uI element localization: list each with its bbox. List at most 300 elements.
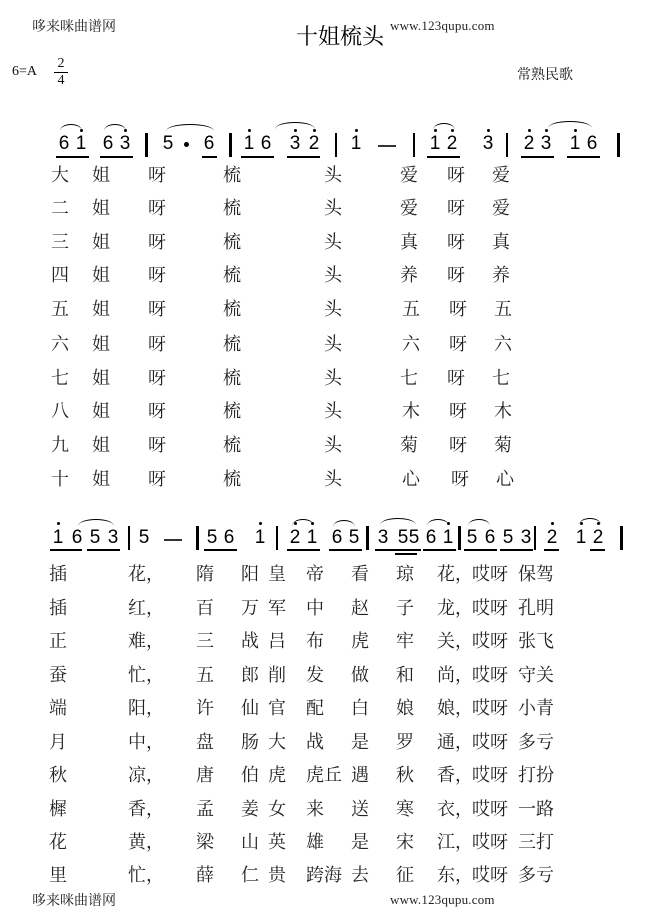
lyric: 三	[196, 631, 214, 652]
song-origin: 常熟民歌	[517, 67, 573, 83]
lyric: 爱	[492, 165, 510, 186]
note: 6	[71, 527, 83, 548]
note: 5	[206, 527, 218, 548]
lyric: 头	[324, 368, 342, 389]
key-signature: 6=A	[12, 64, 38, 79]
note: 5	[138, 527, 150, 548]
lyric: 哎呀	[472, 698, 508, 719]
lyric: 哎呀	[472, 865, 508, 886]
bar-line	[617, 133, 620, 157]
note: 6	[223, 527, 235, 548]
lyric: 端	[49, 698, 67, 719]
lyric: 插	[49, 598, 67, 619]
lyric: 心	[496, 469, 514, 490]
octave-dot	[545, 129, 548, 132]
lyric: 黄，	[128, 832, 164, 853]
lyric: 香，	[437, 765, 473, 786]
lyric: 呀	[449, 299, 467, 320]
lyric: 万	[241, 598, 259, 619]
lyric: 菊	[400, 435, 418, 456]
lyric: 梁	[196, 832, 214, 853]
lyric: 东，	[437, 865, 473, 886]
lyric: 英	[268, 832, 286, 853]
slur	[380, 518, 416, 525]
lyric: 孔明	[518, 598, 554, 619]
lyric: 军	[268, 598, 286, 619]
note: 1	[442, 527, 454, 548]
lyric: 一路	[518, 799, 554, 820]
lyric: 跨海	[306, 865, 342, 886]
lyric: 赵	[351, 598, 369, 619]
note: 6	[58, 133, 70, 154]
lyric: 盘	[196, 732, 214, 753]
lyric: 送	[351, 799, 369, 820]
bar-line	[534, 526, 536, 550]
slur	[427, 519, 449, 526]
lyric: 七	[51, 368, 69, 389]
lyric: 哎呀	[472, 598, 508, 619]
lyric: 八	[51, 401, 69, 422]
lyric: 养	[492, 265, 510, 286]
lyric: 牢	[396, 631, 414, 652]
note: 2	[523, 133, 535, 154]
lyric: 梳	[223, 469, 241, 490]
lyric: 通，	[437, 732, 473, 753]
lyric: 头	[324, 232, 342, 253]
lyric: 秋	[49, 765, 67, 786]
beam	[204, 549, 237, 551]
lyric: 心	[402, 469, 420, 490]
lyric: 二	[51, 198, 69, 219]
lyric: 花，	[128, 564, 164, 585]
note: 3	[289, 133, 301, 154]
lyric: 多亏	[518, 732, 554, 753]
augmentation-dot	[184, 142, 189, 147]
lyric: 山	[241, 832, 259, 853]
lyric: 是	[351, 832, 369, 853]
lyric: 大	[268, 732, 286, 753]
lyric: 头	[324, 401, 342, 422]
lyric: 哎呀	[472, 732, 508, 753]
lyric: 三打	[518, 832, 554, 853]
lyric: 中，	[128, 732, 164, 753]
bar-line	[366, 526, 369, 550]
beam	[50, 549, 82, 551]
lyric: 薛	[196, 865, 214, 886]
lyric: 衣，	[437, 799, 473, 820]
time-signature-top: 2	[57, 56, 65, 71]
lyric: 菊	[494, 435, 512, 456]
note: 1	[243, 133, 255, 154]
lyric: 真	[492, 232, 510, 253]
site-url-footer[interactable]: www.123qupu.com	[390, 892, 495, 907]
beam	[567, 156, 600, 158]
lyric: 姐	[92, 198, 110, 219]
lyric: 贵	[268, 865, 286, 886]
bar-line	[413, 133, 415, 157]
lyric: 头	[324, 334, 342, 355]
lyric: 梳	[223, 368, 241, 389]
lyric: 女	[268, 799, 286, 820]
note: 5	[502, 527, 514, 548]
lyric: 仙	[241, 698, 259, 719]
lyric: 白	[351, 698, 369, 719]
lyric: 虎	[351, 631, 369, 652]
lyric: 百	[196, 598, 214, 619]
lyric: 宋	[396, 832, 414, 853]
lyric: 虎丘	[306, 765, 342, 786]
lyric: 官	[268, 698, 286, 719]
lyric: 保驾	[518, 564, 554, 585]
bar-line	[229, 133, 232, 157]
lyric: 哎呀	[472, 631, 508, 652]
lyric: 肠	[241, 732, 259, 753]
beam	[287, 549, 320, 551]
lyric: 哎呀	[472, 832, 508, 853]
beam	[500, 549, 533, 551]
slur	[78, 519, 114, 526]
lyric: 梳	[223, 401, 241, 422]
lyric: 秋	[396, 765, 414, 786]
lyric: 姐	[92, 469, 110, 490]
lyric: 梳	[223, 165, 241, 186]
lyric: 五	[494, 299, 512, 320]
lyric: 呀	[148, 401, 166, 422]
bar-line	[128, 526, 130, 550]
lyric: 五	[51, 299, 69, 320]
lyric: 七	[400, 368, 418, 389]
beam	[202, 156, 217, 158]
lyric: 娘，	[437, 698, 473, 719]
lyric: 尚，	[437, 665, 473, 686]
beam	[464, 549, 497, 551]
song-title: 十姐梳头	[296, 25, 385, 50]
lyric: 阳	[241, 564, 259, 585]
lyric: 大	[51, 165, 69, 186]
lyric: 征	[396, 865, 414, 886]
lyric: 虎	[268, 765, 286, 786]
note: 1	[429, 133, 441, 154]
lyric: 呀	[148, 469, 166, 490]
lyric: 香，	[128, 799, 164, 820]
note: 1	[575, 527, 587, 548]
slur	[60, 124, 82, 131]
beam	[544, 549, 559, 551]
lyric: 许	[196, 698, 214, 719]
lyric: 吕	[268, 631, 286, 652]
lyric: 六	[402, 334, 420, 355]
note: 6	[260, 133, 272, 154]
note: 3	[482, 133, 494, 154]
lyric: 凉，	[128, 765, 164, 786]
lyric: 寒	[396, 799, 414, 820]
lyric: 多亏	[518, 865, 554, 886]
beam	[329, 549, 362, 551]
time-signature-bottom: 4	[57, 73, 65, 88]
bar-line	[620, 526, 623, 550]
lyric: 头	[324, 469, 342, 490]
lyric: 木	[494, 401, 512, 422]
lyric: 忙，	[128, 865, 164, 886]
note: 6	[586, 133, 598, 154]
lyric: 龙，	[437, 598, 473, 619]
lyric: 郎	[241, 665, 259, 686]
note: 5	[408, 527, 420, 548]
bar-line	[506, 133, 508, 157]
sustain-dash	[378, 145, 396, 147]
lyric: 四	[51, 265, 69, 286]
note: 2	[289, 527, 301, 548]
note: 3	[520, 527, 532, 548]
site-url-header[interactable]: www.123qupu.com	[390, 18, 495, 33]
lyric: 呀	[148, 265, 166, 286]
slur	[104, 124, 126, 131]
lyric: 头	[324, 299, 342, 320]
lyric: 里	[49, 865, 67, 886]
lyric: 头	[324, 435, 342, 456]
slur	[579, 518, 601, 525]
lyric: 梳	[223, 334, 241, 355]
lyric: 姜	[241, 799, 259, 820]
lyric: 姐	[92, 368, 110, 389]
lyric: 花，	[437, 564, 473, 585]
lyric: 姐	[92, 435, 110, 456]
slur	[548, 121, 592, 128]
lyric: 来	[306, 799, 324, 820]
note: 5	[466, 527, 478, 548]
lyric: 做	[351, 665, 369, 686]
lyric: 梳	[223, 265, 241, 286]
lyric: 呀	[449, 401, 467, 422]
lyric: 呀	[148, 165, 166, 186]
lyric: 削	[268, 665, 286, 686]
lyric: 插	[49, 564, 67, 585]
lyric: 姐	[92, 165, 110, 186]
lyric: 呀	[449, 435, 467, 456]
note: 3	[119, 133, 131, 154]
beam	[590, 549, 605, 551]
lyric: 中	[306, 598, 324, 619]
lyric: 战	[241, 631, 259, 652]
beam-double	[395, 553, 417, 555]
lyric: 隋	[196, 564, 214, 585]
lyric: 姐	[92, 265, 110, 286]
lyric: 哎呀	[472, 665, 508, 686]
lyric: 姐	[92, 334, 110, 355]
lyric: 呀	[148, 232, 166, 253]
lyric: 呀	[148, 435, 166, 456]
note: 6	[203, 133, 215, 154]
sustain-dash	[164, 539, 182, 541]
beam	[287, 156, 320, 158]
lyric: 梳	[223, 299, 241, 320]
lyric: 小青	[518, 698, 554, 719]
lyric: 七	[492, 368, 510, 389]
lyric: 忙，	[128, 665, 164, 686]
octave-dot	[294, 129, 297, 132]
note: 5	[397, 527, 409, 548]
octave-dot	[57, 522, 60, 525]
note: 2	[308, 133, 320, 154]
beam	[87, 549, 120, 551]
lyric: 呀	[148, 368, 166, 389]
lyric: 呀	[148, 299, 166, 320]
octave-dot	[487, 129, 490, 132]
beam	[427, 156, 460, 158]
lyric: 雄	[306, 832, 324, 853]
lyric: 养	[400, 265, 418, 286]
lyric: 头	[324, 198, 342, 219]
lyric: 呀	[148, 198, 166, 219]
lyric: 娘	[396, 698, 414, 719]
lyric: 难，	[128, 631, 164, 652]
lyric: 花	[49, 832, 67, 853]
lyric: 呀	[447, 165, 465, 186]
lyric: 去	[351, 865, 369, 886]
lyric: 配	[306, 698, 324, 719]
lyric: 子	[396, 598, 414, 619]
octave-dot	[313, 129, 316, 132]
beam	[521, 156, 554, 158]
note: 6	[102, 133, 114, 154]
octave-dot	[248, 129, 251, 132]
lyric: 呀	[449, 334, 467, 355]
note: 5	[348, 527, 360, 548]
lyric: 罗	[396, 732, 414, 753]
lyric: 皇	[268, 564, 286, 585]
lyric: 呀	[148, 334, 166, 355]
lyric: 哎呀	[472, 564, 508, 585]
lyric: 仁	[241, 865, 259, 886]
lyric: 发	[306, 665, 324, 686]
lyric: 孟	[196, 799, 214, 820]
note: 1	[75, 133, 87, 154]
slur	[433, 123, 455, 130]
octave-dot	[574, 129, 577, 132]
note: 5	[89, 527, 101, 548]
lyric: 姐	[92, 401, 110, 422]
beam	[423, 549, 456, 551]
lyric: 布	[306, 631, 324, 652]
beam	[100, 156, 133, 158]
site-name-footer: 哆来咪曲谱网	[32, 893, 116, 909]
lyric: 关，	[437, 631, 473, 652]
lyric: 打扮	[518, 765, 554, 786]
lyric: 九	[51, 435, 69, 456]
lyric: 琼	[396, 564, 414, 585]
lyric: 梳	[223, 232, 241, 253]
lyric: 呀	[451, 469, 469, 490]
lyric: 爱	[492, 198, 510, 219]
slur	[333, 520, 355, 527]
lyric: 爱	[400, 198, 418, 219]
lyric: 十	[51, 469, 69, 490]
lyric: 姐	[92, 299, 110, 320]
slur	[166, 124, 214, 131]
beam	[241, 156, 274, 158]
lyric: 五	[196, 665, 214, 686]
lyric: 唐	[196, 765, 214, 786]
time-signature	[54, 56, 68, 89]
lyric: 张飞	[518, 631, 554, 652]
lyric: 梳	[223, 198, 241, 219]
bar-line	[145, 133, 148, 157]
lyric: 呀	[447, 368, 465, 389]
lyric: 和	[396, 665, 414, 686]
bar-line	[276, 526, 278, 550]
lyric: 木	[402, 401, 420, 422]
lyric: 哎呀	[472, 799, 508, 820]
note: 2	[592, 527, 604, 548]
note: 3	[540, 133, 552, 154]
lyric: 战	[306, 732, 324, 753]
note: 6	[484, 527, 496, 548]
bar-line	[458, 526, 461, 550]
note: 2	[446, 133, 458, 154]
lyric: 头	[324, 265, 342, 286]
note: 2	[546, 527, 558, 548]
lyric: 看	[351, 564, 369, 585]
lyric: 呀	[447, 232, 465, 253]
beam	[375, 549, 421, 551]
lyric: 呀	[447, 198, 465, 219]
lyric: 伯	[241, 765, 259, 786]
slur	[468, 519, 490, 526]
note: 1	[254, 527, 266, 548]
lyric: 正	[49, 631, 67, 652]
note: 1	[350, 133, 362, 154]
lyric: 守关	[518, 665, 554, 686]
lyric: 江，	[437, 832, 473, 853]
lyric: 真	[400, 232, 418, 253]
note: 1	[569, 133, 581, 154]
note: 1	[306, 527, 318, 548]
lyric: 三	[51, 232, 69, 253]
lyric: 樨	[49, 799, 67, 820]
lyric: 遇	[351, 765, 369, 786]
octave-dot	[355, 129, 358, 132]
lyric: 呀	[447, 265, 465, 286]
octave-dot	[528, 129, 531, 132]
lyric: 哎呀	[472, 765, 508, 786]
octave-dot	[551, 522, 554, 525]
note: 6	[425, 527, 437, 548]
lyric: 梳	[223, 435, 241, 456]
lyric: 六	[51, 334, 69, 355]
lyric: 阳，	[128, 698, 164, 719]
lyric: 六	[494, 334, 512, 355]
lyric: 头	[324, 165, 342, 186]
octave-dot	[259, 522, 262, 525]
lyric: 月	[49, 732, 67, 753]
note: 5	[162, 133, 174, 154]
beam	[56, 156, 89, 158]
lyric: 五	[402, 299, 420, 320]
lyric: 蚕	[49, 665, 67, 686]
slur	[292, 519, 314, 526]
note: 6	[331, 527, 343, 548]
slur	[275, 122, 315, 129]
lyric: 红，	[128, 598, 164, 619]
bar-line	[196, 526, 199, 550]
site-name-header: 哆来咪曲谱网	[32, 19, 116, 35]
lyric: 姐	[92, 232, 110, 253]
lyric: 爱	[400, 165, 418, 186]
bar-line	[335, 133, 337, 157]
note: 3	[377, 527, 389, 548]
lyric: 帝	[306, 564, 324, 585]
lyric: 是	[351, 732, 369, 753]
